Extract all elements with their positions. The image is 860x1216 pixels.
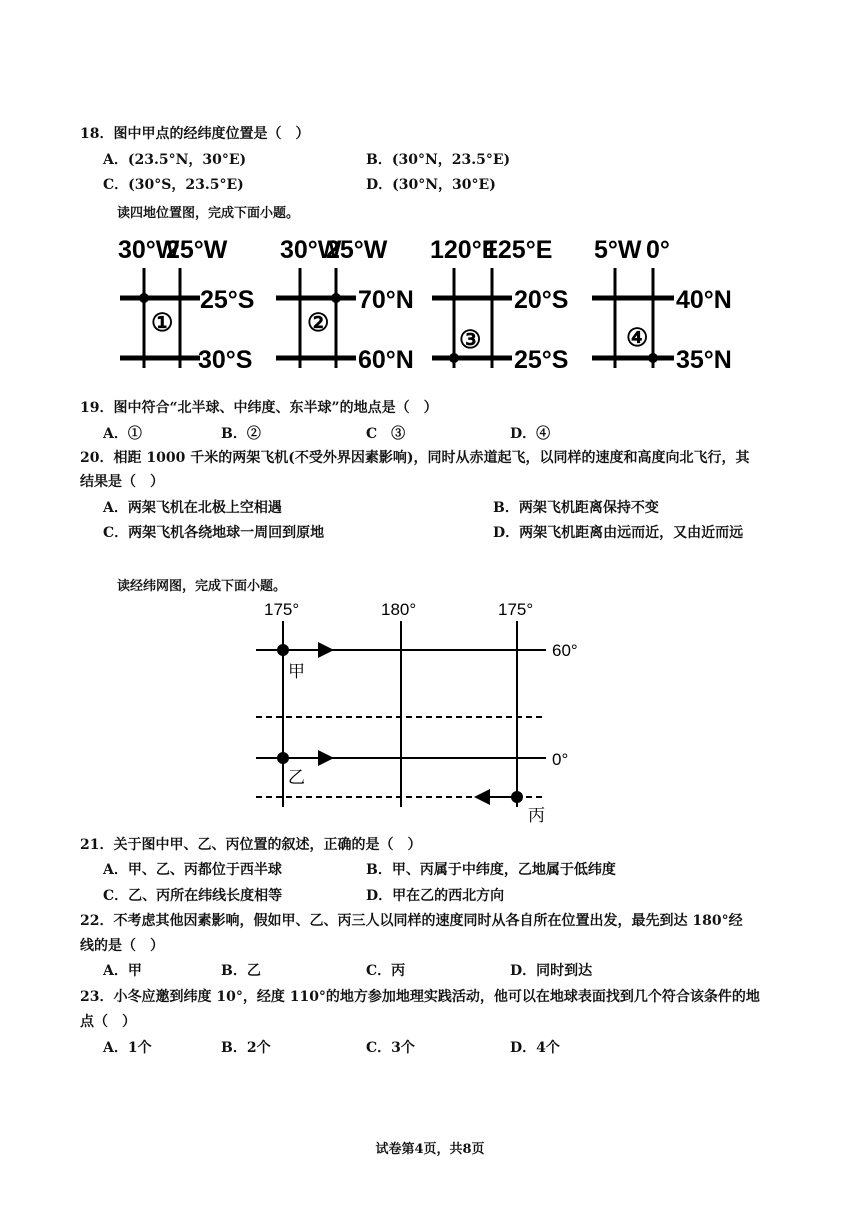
panel1-lon-label-2: 25°W — [166, 236, 228, 264]
q20-option-d[interactable]: D．两架飞机距离由远而近，又由近而远 — [493, 525, 744, 541]
q22-option-d[interactable]: D．同时到达 — [510, 963, 593, 979]
question-23-stem-line2: 点（ ） — [80, 1014, 136, 1030]
q19-option-c[interactable]: C ③ — [366, 426, 406, 442]
panel1-lon-label-1: 30°W — [118, 236, 180, 264]
q23-option-a[interactable]: A．1个 — [103, 1040, 152, 1056]
point-yi-label: 乙 — [288, 768, 305, 787]
panel1-lat-label-2: 30°S — [198, 346, 253, 374]
panel-4 — [592, 236, 732, 374]
panel3-lon-label-2: 125°E — [484, 236, 553, 264]
question-18-stem: 18．图中甲点的经纬度位置是（ ） — [80, 126, 310, 142]
question-22-stem-line2: 线的是（ ） — [80, 938, 164, 954]
q19-option-d[interactable]: D．④ — [510, 426, 551, 442]
q18-option-a[interactable]: A．(23.5°N，30°E) — [103, 152, 247, 168]
panel4-lon-label-1: 5°W — [594, 236, 642, 264]
question-22-stem-line1: 22．不考虑其他因素影响，假如甲、乙、丙三人以同样的速度同时从各自所在位置出发，最先到达 180°经 — [80, 913, 743, 929]
q18-option-c[interactable]: C．(30°S，23.5°E) — [103, 177, 244, 193]
marker-1: ① — [151, 309, 174, 337]
q21-option-b[interactable]: B．甲、丙属于中纬度，乙地属于低纬度 — [366, 862, 616, 878]
q21-option-d[interactable]: D．甲在乙的西北方向 — [366, 888, 505, 904]
marker-3: ③ — [459, 326, 482, 354]
question-20-stem-line1: 20．相距 1000 千米的两架飞机(不受外界因素影响)，同时从赤道起飞，以同样的速度和高度向北飞行，其 — [80, 450, 750, 466]
figure2-intro: 读经纬网图，完成下面小题。 — [117, 579, 287, 594]
panel3-lon-label-1: 120°E — [430, 236, 499, 264]
q23-option-b[interactable]: B．2个 — [221, 1040, 271, 1056]
question-19-stem: 19．图中符合“北半球、中纬度、东半球”的地点是（ ） — [80, 400, 438, 416]
panel4-lat-label-2: 35°N — [676, 346, 732, 374]
figure1-intro: 读四地位置图，完成下面小题。 — [117, 206, 300, 221]
q18-option-b[interactable]: B．(30°N，23.5°E) — [366, 152, 511, 168]
four-locations-figure — [0, 228, 860, 378]
q22-option-c[interactable]: C．丙 — [366, 963, 406, 979]
panel3-lat-label-1: 20°S — [514, 286, 569, 314]
panel4-lon-label-2: 0° — [646, 236, 670, 264]
marker-2: ② — [307, 309, 330, 337]
q20-option-a[interactable]: A．两架飞机在北极上空相遇 — [103, 500, 282, 516]
panel-3 — [430, 236, 568, 374]
point-bing-label: 丙 — [528, 806, 545, 825]
q19-option-a[interactable]: A．① — [103, 426, 142, 442]
lat-label-60: 60° — [552, 641, 578, 660]
marker-4: ④ — [626, 324, 649, 352]
question-23-stem-line1: 23．小冬应邀到纬度 10°，经度 110°的地方参加地理实践活动，他可以在地球表面找到几个符合该条件的地 — [80, 989, 760, 1005]
lon-label-180: 180° — [381, 600, 417, 619]
q20-option-c[interactable]: C．两架飞机各绕地球一周回到原地 — [103, 525, 325, 541]
point-jia-label: 甲 — [288, 662, 305, 681]
lat-label-0: 0° — [552, 750, 569, 769]
panel2-lon-label-2: 25°W — [326, 236, 388, 264]
q20-option-b[interactable]: B．两架飞机距离保持不变 — [493, 500, 659, 516]
question-21-stem: 21．关于图中甲、乙、丙位置的叙述，正确的是（ ） — [80, 837, 422, 853]
panel2-lat-label-1: 70°N — [358, 286, 414, 314]
panel4-lat-label-1: 40°N — [676, 286, 732, 314]
q18-option-d[interactable]: D．(30°N，30°E) — [366, 177, 496, 193]
q21-option-a[interactable]: A．甲、乙、丙都位于西半球 — [103, 862, 282, 878]
panel2-lon-label-1: 30°W — [280, 236, 342, 264]
page-footer: 试卷第4页，共8页 — [375, 1142, 485, 1157]
question-20-stem-line2: 结果是（ ） — [80, 474, 164, 490]
panel-1 — [118, 236, 254, 374]
q19-option-b[interactable]: B．② — [221, 426, 261, 442]
q23-option-c[interactable]: C．3个 — [366, 1040, 415, 1056]
lon-label-175-left: 175° — [264, 600, 300, 619]
q22-option-b[interactable]: B．乙 — [221, 963, 261, 979]
lon-label-175-right: 175° — [498, 600, 534, 619]
panel1-lat-label-1: 25°S — [200, 286, 255, 314]
panel-2 — [276, 236, 414, 374]
q22-option-a[interactable]: A．甲 — [103, 963, 142, 979]
q21-option-c[interactable]: C．乙、丙所在纬线长度相等 — [103, 888, 283, 904]
q23-option-d[interactable]: D．4个 — [510, 1040, 560, 1056]
panel3-lat-label-2: 25°S — [514, 346, 569, 374]
graticule-figure — [0, 595, 860, 835]
panel2-lat-label-2: 60°N — [358, 346, 414, 374]
